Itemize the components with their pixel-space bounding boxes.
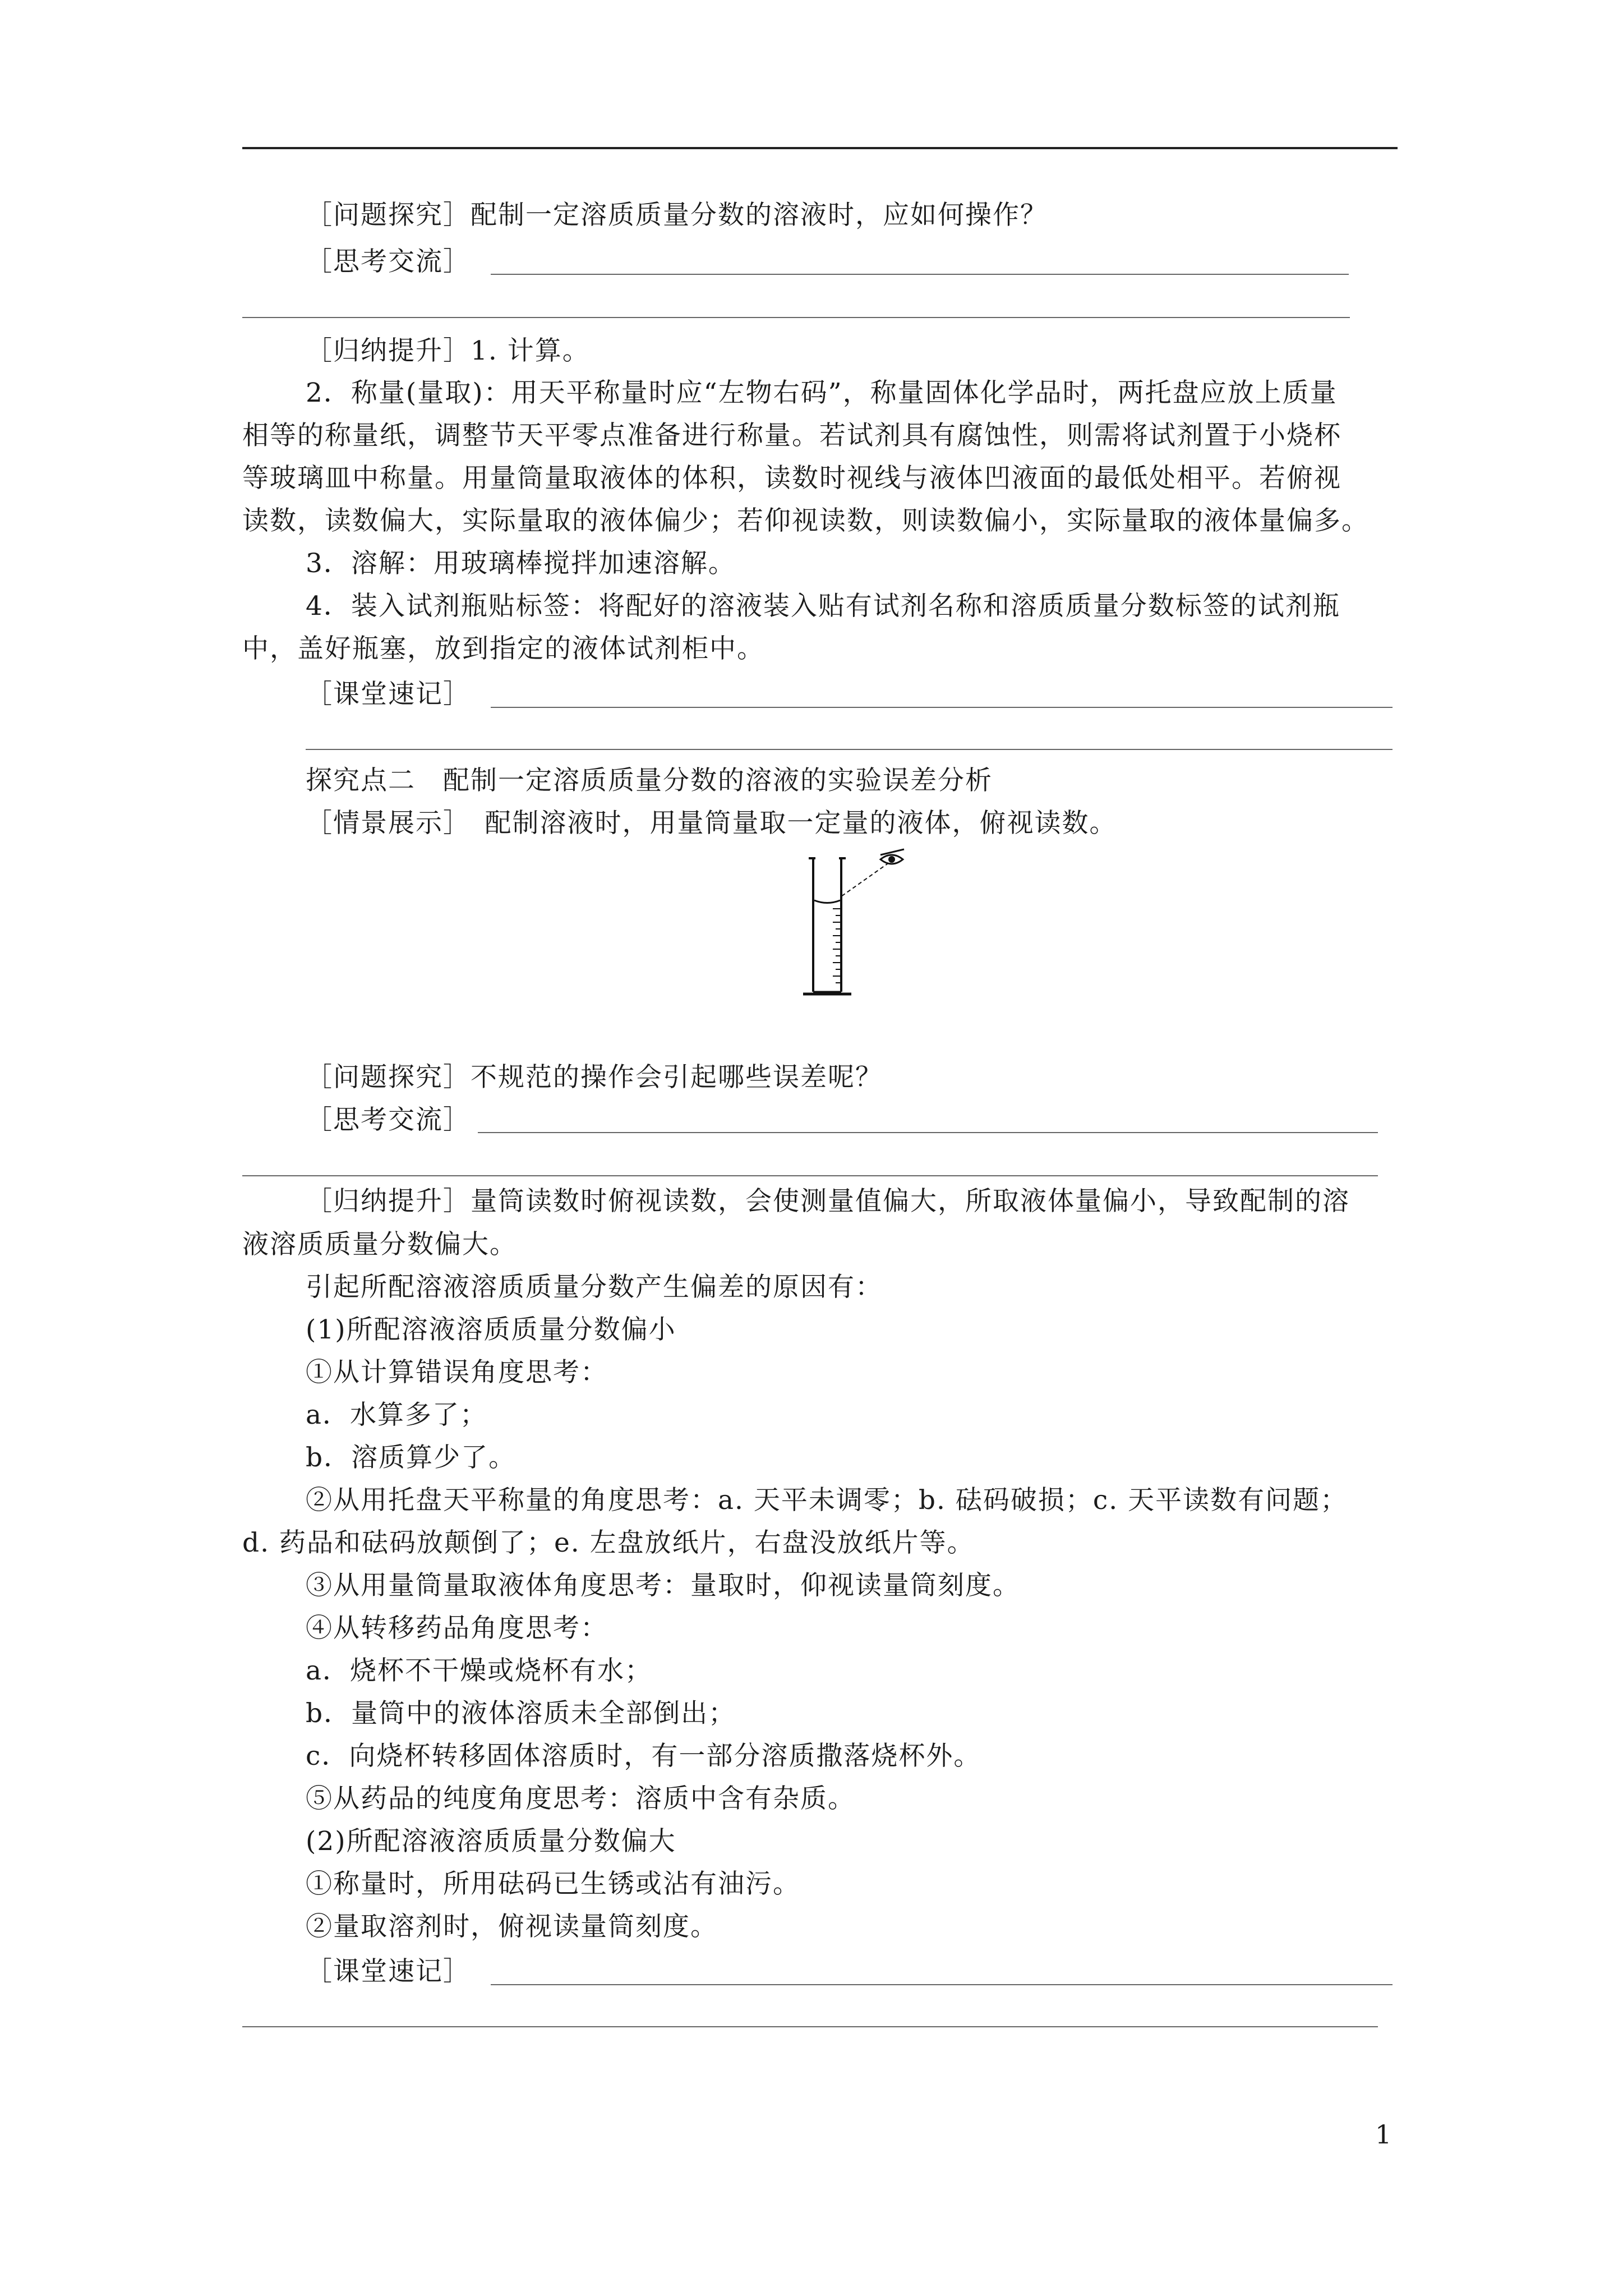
think-exchange-2: ［思考交流］	[306, 1105, 471, 1135]
list-heading: (1)所配溶液溶质质量分数偏小	[306, 1314, 676, 1345]
class-notes-1: ［课堂速记］	[306, 679, 471, 710]
section-heading: 探究点二 配制一定溶质质量分数的溶液的实验误差分析	[306, 765, 993, 796]
question-explore-2: ［问题探究］不规范的操作会引起哪些误差呢？	[306, 1062, 883, 1093]
graduated-cylinder-figure	[802, 847, 948, 1004]
paragraph-line: 3．溶解：用玻璃棒搅拌加速溶解。	[306, 548, 736, 579]
notes-blank[interactable]	[306, 749, 1393, 750]
class-notes-2: ［课堂速记］	[306, 1956, 471, 1987]
list-item: ⑤从药品的纯度角度思考：溶质中含有杂质。	[306, 1783, 855, 1814]
list-item: a．水算多了；	[306, 1400, 488, 1430]
list-item: b．量筒中的液体溶质未全部倒出；	[306, 1698, 736, 1729]
list-item: b．溶质算少了。	[306, 1442, 517, 1473]
notes-blank[interactable]	[491, 707, 1393, 708]
list-item: ①从计算错误角度思考：	[306, 1357, 608, 1388]
answer-blank[interactable]	[478, 1132, 1378, 1133]
notes-blank[interactable]	[491, 1984, 1393, 1985]
list-item: ②量取溶剂时，俯视读量筒刻度。	[306, 1911, 718, 1942]
page-number: 1	[1375, 2119, 1392, 2150]
answer-blank[interactable]	[491, 274, 1349, 275]
list-item: ①称量时，所用砝码已生锈或沾有油污。	[306, 1869, 800, 1899]
paragraph-line: 等玻璃皿中称量。用量筒量取液体的体积，读数时视线与液体凹液面的最低处相平。若俯视	[242, 463, 1341, 494]
list-item: ③从用量筒量取液体角度思考：量取时，仰视读量筒刻度。	[306, 1570, 1020, 1601]
paragraph-line: 相等的称量纸，调整节天平零点准备进行称量。若试剂具有腐蚀性，则需将试剂置于小烧杯	[242, 420, 1341, 451]
paragraph-line: 液溶质质量分数偏大。	[242, 1229, 517, 1260]
list-item: ④从转移药品角度思考：	[306, 1613, 608, 1644]
answer-blank[interactable]	[242, 1175, 1378, 1176]
header-rule	[242, 147, 1398, 149]
cylinder-eye-illustration	[802, 847, 948, 1004]
list-heading: (2)所配溶液溶质质量分数偏大	[306, 1826, 676, 1857]
paragraph-line: 中，盖好瓶塞，放到指定的液体试剂柜中。	[242, 633, 764, 664]
eye-icon	[880, 849, 904, 864]
paragraph-line: 2．称量(量取)：用天平称量时应“左物右码”，称量固体化学品时，两托盘应放上质量	[306, 378, 1338, 408]
summary-1: ［归纳提升］1. 计算。	[306, 335, 590, 366]
scenario-display: ［情景展示］ 配制溶液时，用量筒量取一定量的液体，俯视读数。	[306, 808, 1117, 839]
notes-blank[interactable]	[242, 2026, 1378, 2027]
list-item: d. 药品和砝码放颠倒了；e. 左盘放纸片，右盘没放纸片等。	[242, 1527, 975, 1558]
answer-blank[interactable]	[242, 317, 1350, 318]
paragraph-line: 读数，读数偏大，实际量取的液体偏少；若仰视读数，则读数偏小，实际量取的液体量偏多。	[242, 505, 1369, 536]
list-item: a．烧杯不干燥或烧杯有水；	[306, 1655, 653, 1686]
think-exchange-1: ［思考交流］	[306, 246, 471, 277]
paragraph-line: 引起所配溶液溶质质量分数产生偏差的原因有：	[306, 1272, 883, 1303]
question-explore-1: ［问题探究］配制一定溶质质量分数的溶液时，应如何操作？	[306, 200, 1048, 231]
list-item: ②从用托盘天平称量的角度思考：a. 天平未调零；b. 砝码破损；c. 天平读数有问题；	[306, 1485, 1348, 1516]
paragraph-line: 4．装入试剂瓶贴标签：将配好的溶液装入贴有试剂名称和溶质质量分数标签的试剂瓶	[306, 591, 1340, 622]
list-item: c．向烧杯转移固体溶质时，有一部分溶质撒落烧杯外。	[306, 1741, 981, 1772]
summary-2: ［归纳提升］量筒读数时俯视读数，会使测量值偏大，所取液体量偏小，导致配制的溶	[306, 1186, 1350, 1217]
